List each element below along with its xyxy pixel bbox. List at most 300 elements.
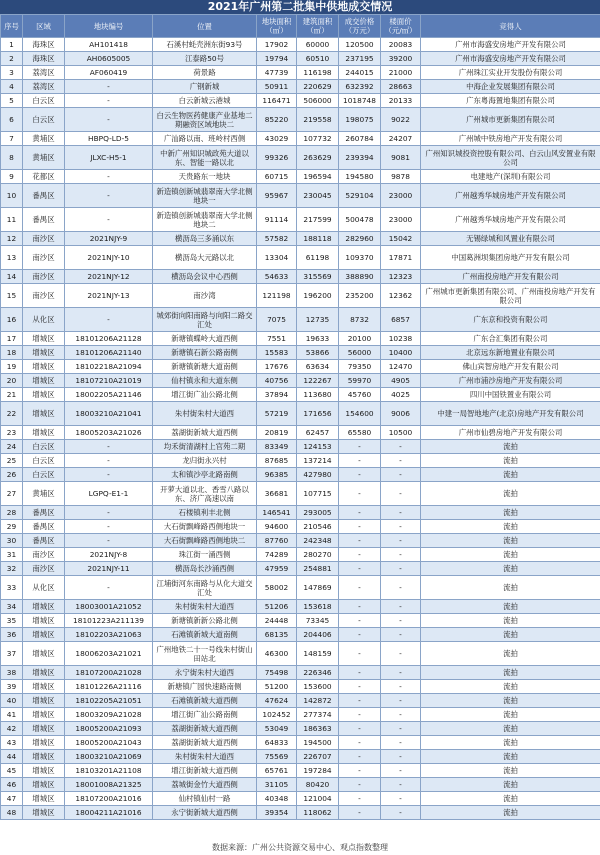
table-row [1, 170, 600, 184]
cell-plot-area: 47739 [257, 66, 297, 80]
table-row [1, 52, 600, 66]
cell-plot-area: 40348 [257, 792, 297, 806]
cell-plot-code: 18006203A21021 [65, 642, 153, 666]
cell-price: 120500 [339, 38, 381, 52]
cell-unit-price: - [381, 520, 421, 534]
cell-floor-area: 107715 [297, 482, 339, 506]
cell-plot-code: - [65, 520, 153, 534]
cell-floor-area: 60000 [297, 38, 339, 52]
cell-plot-code: - [65, 506, 153, 520]
cell-unit-price: 9022 [381, 108, 421, 132]
cell-index: 18 [1, 346, 23, 360]
cell-index: 8 [1, 146, 23, 170]
cell-plot-area: 75498 [257, 666, 297, 680]
cell-winner: 广州市仙碧房地产开发有限公司 [421, 426, 600, 440]
cell-district: 增城区 [23, 694, 65, 708]
cell-winner: 流拍 [421, 440, 600, 454]
cell-plot-code: - [65, 576, 153, 600]
cell-district: 白云区 [23, 94, 65, 108]
table-row [1, 666, 600, 680]
cell-unit-price: 17871 [381, 246, 421, 270]
cell-index: 26 [1, 468, 23, 482]
cell-floor-area: 242348 [297, 534, 339, 548]
table-row [1, 708, 600, 722]
cell-winner: 流拍 [421, 468, 600, 482]
table-row [1, 66, 600, 80]
cell-plot-area: 91114 [257, 208, 297, 232]
table-row [1, 722, 600, 736]
cell-district: 南沙区 [23, 232, 65, 246]
cell-plot-area: 57219 [257, 402, 297, 426]
cell-floor-area: 124153 [297, 440, 339, 454]
cell-floor-area: 153600 [297, 680, 339, 694]
cell-district: 南沙区 [23, 246, 65, 270]
cell-winner: 流拍 [421, 680, 600, 694]
cell-winner: 广州市海盛安房地产开发有限公司 [421, 52, 600, 66]
cell-price: 500478 [339, 208, 381, 232]
cell-location: 永宁街朱村大道西 [153, 666, 257, 680]
cell-winner: 广东京和投资有限公司 [421, 308, 600, 332]
cell-unit-price: - [381, 506, 421, 520]
cell-unit-price: - [381, 440, 421, 454]
cell-price: 45760 [339, 388, 381, 402]
cell-unit-price: 9006 [381, 402, 421, 426]
cell-price: 529104 [339, 184, 381, 208]
cell-location: 天贵路东一地块 [153, 170, 257, 184]
cell-plot-code: 18107210A21019 [65, 374, 153, 388]
cell-plot-code: - [65, 454, 153, 468]
cell-index: 35 [1, 614, 23, 628]
cell-location: 永宁街新城大道西侧 [153, 806, 257, 820]
cell-district: 花都区 [23, 170, 65, 184]
cell-location: 新塘镇蝶岭大道西侧 [153, 332, 257, 346]
cell-winner: 流拍 [421, 694, 600, 708]
col-header-unit-price: 楼面价（元/㎡） [381, 15, 421, 38]
cell-index: 28 [1, 506, 23, 520]
cell-plot-code: - [65, 468, 153, 482]
cell-location: 大石街飘峰路西侧地块一 [153, 520, 257, 534]
cell-unit-price: 4905 [381, 374, 421, 388]
cell-unit-price: 23000 [381, 184, 421, 208]
table-row [1, 506, 600, 520]
cell-price: - [339, 534, 381, 548]
cell-price: 282960 [339, 232, 381, 246]
cell-unit-price: 6857 [381, 308, 421, 332]
cell-location: 新塘镇广园快速路南侧 [153, 680, 257, 694]
cell-plot-area: 17902 [257, 38, 297, 52]
cell-price: - [339, 806, 381, 820]
cell-plot-code: 18101206A21140 [65, 346, 153, 360]
table-row [1, 792, 600, 806]
cell-plot-area: 95967 [257, 184, 297, 208]
cell-location: 增江街广汕公路南侧 [153, 708, 257, 722]
cell-floor-area: 142872 [297, 694, 339, 708]
cell-district: 番禺区 [23, 534, 65, 548]
cell-plot-code: AH0605005 [65, 52, 153, 66]
cell-floor-area: 210546 [297, 520, 339, 534]
cell-plot-code: - [65, 80, 153, 94]
cell-plot-code: 18003209A21028 [65, 708, 153, 722]
cell-unit-price: - [381, 468, 421, 482]
table-row [1, 426, 600, 440]
cell-winner: 流拍 [421, 548, 600, 562]
cell-index: 16 [1, 308, 23, 332]
cell-floor-area: 194500 [297, 736, 339, 750]
cell-district: 白云区 [23, 440, 65, 454]
cell-plot-area: 57582 [257, 232, 297, 246]
cell-price: - [339, 600, 381, 614]
cell-plot-code: 18004211A21016 [65, 806, 153, 820]
cell-winner: 流拍 [421, 600, 600, 614]
cell-location: 广州地铁二十一号线朱村街山田站北 [153, 642, 257, 666]
cell-district: 南沙区 [23, 284, 65, 308]
cell-plot-code: 18107200A21016 [65, 792, 153, 806]
cell-price: 194580 [339, 170, 381, 184]
table-row [1, 184, 600, 208]
cell-index: 33 [1, 576, 23, 600]
cell-location: 新塘镇新塘大道南侧 [153, 360, 257, 374]
cell-floor-area: 226346 [297, 666, 339, 680]
cell-unit-price: - [381, 792, 421, 806]
cell-index: 21 [1, 388, 23, 402]
cell-district: 增城区 [23, 722, 65, 736]
cell-plot-area: 65761 [257, 764, 297, 778]
cell-index: 34 [1, 600, 23, 614]
cell-plot-area: 121198 [257, 284, 297, 308]
cell-winner: 无锡绿城和风置业有限公司 [421, 232, 600, 246]
table-row [1, 94, 600, 108]
cell-winner: 广州越秀华城房地产开发有限公司 [421, 208, 600, 232]
cell-plot-area: 53049 [257, 722, 297, 736]
cell-unit-price: - [381, 736, 421, 750]
cell-district: 增城区 [23, 426, 65, 440]
cell-price: - [339, 778, 381, 792]
col-header-district: 区域 [23, 15, 65, 38]
cell-plot-code: 18005203A21026 [65, 426, 153, 440]
cell-floor-area: 137214 [297, 454, 339, 468]
cell-winner: 流拍 [421, 506, 600, 520]
cell-price: - [339, 482, 381, 506]
table-row [1, 388, 600, 402]
cell-index: 1 [1, 38, 23, 52]
cell-price: - [339, 680, 381, 694]
cell-location: 龙归街永兴村 [153, 454, 257, 468]
cell-floor-area: 12735 [297, 308, 339, 332]
cell-unit-price: - [381, 806, 421, 820]
cell-price: - [339, 548, 381, 562]
cell-winner: 流拍 [421, 454, 600, 468]
cell-location: 荔湖街新城大道西侧 [153, 736, 257, 750]
cell-location: 横沥岛三多涌以东 [153, 232, 257, 246]
cell-plot-area: 7551 [257, 332, 297, 346]
cell-floor-area: 62457 [297, 426, 339, 440]
cell-plot-code: - [65, 208, 153, 232]
cell-plot-code: 18101223A211139 [65, 614, 153, 628]
cell-floor-area: 217599 [297, 208, 339, 232]
cell-winner: 流拍 [421, 792, 600, 806]
table-row [1, 146, 600, 170]
cell-district: 增城区 [23, 332, 65, 346]
cell-plot-area: 37894 [257, 388, 297, 402]
cell-location: 南沙湾 [153, 284, 257, 308]
table-row [1, 778, 600, 792]
cell-floor-area: 263629 [297, 146, 339, 170]
cell-index: 14 [1, 270, 23, 284]
cell-index: 41 [1, 708, 23, 722]
cell-location: 中新广州知识城政苑大道以东、智能一路以北 [153, 146, 257, 170]
cell-price: - [339, 506, 381, 520]
cell-winner: 中海企业发展集团有限公司 [421, 80, 600, 94]
cell-index: 20 [1, 374, 23, 388]
col-header-price: 成交价格（万元） [339, 15, 381, 38]
cell-plot-code: - [65, 108, 153, 132]
cell-district: 增城区 [23, 374, 65, 388]
cell-unit-price: - [381, 534, 421, 548]
cell-district: 白云区 [23, 468, 65, 482]
cell-unit-price: 23000 [381, 208, 421, 232]
cell-unit-price: - [381, 454, 421, 468]
cell-winner: 佛山宾智房地产开发有限公司 [421, 360, 600, 374]
cell-location: 江泰路50号 [153, 52, 257, 66]
cell-unit-price: - [381, 708, 421, 722]
cell-index: 24 [1, 440, 23, 454]
cell-floor-area: 80420 [297, 778, 339, 792]
cell-floor-area: 277374 [297, 708, 339, 722]
cell-location: 仙村镇仙村一路 [153, 792, 257, 806]
cell-floor-area: 219558 [297, 108, 339, 132]
cell-district: 番禺区 [23, 208, 65, 232]
cell-price: 1018748 [339, 94, 381, 108]
cell-floor-area: 53866 [297, 346, 339, 360]
cell-district: 黄埔区 [23, 146, 65, 170]
cell-plot-code: 2021NJY-9 [65, 232, 153, 246]
cell-plot-area: 51200 [257, 680, 297, 694]
cell-floor-area: 73345 [297, 614, 339, 628]
cell-district: 南沙区 [23, 548, 65, 562]
cell-index: 9 [1, 170, 23, 184]
cell-winner: 流拍 [421, 666, 600, 680]
table-row [1, 680, 600, 694]
cell-price: - [339, 576, 381, 600]
cell-floor-area: 230045 [297, 184, 339, 208]
cell-plot-code: 2021NJY-8 [65, 548, 153, 562]
cell-winner: 流拍 [421, 778, 600, 792]
cell-floor-area: 60510 [297, 52, 339, 66]
cell-winner: 广州南投房地产开发有限公司 [421, 270, 600, 284]
cell-index: 13 [1, 246, 23, 270]
cell-plot-code: AF060419 [65, 66, 153, 80]
cell-winner: 流拍 [421, 642, 600, 666]
cell-winner: 电建地产(深圳)有限公司 [421, 170, 600, 184]
page-title: 2021年广州第二批集中供地成交情况 [0, 0, 600, 14]
cell-price: - [339, 750, 381, 764]
cell-index: 39 [1, 680, 23, 694]
cell-location: 新塘镇石新公路南侧 [153, 346, 257, 360]
cell-index: 48 [1, 806, 23, 820]
table-row [1, 360, 600, 374]
cell-floor-area: 315569 [297, 270, 339, 284]
cell-plot-area: 43029 [257, 132, 297, 146]
cell-index: 46 [1, 778, 23, 792]
table-row [1, 38, 600, 52]
cell-winner: 流拍 [421, 750, 600, 764]
cell-plot-area: 68135 [257, 628, 297, 642]
cell-price: 8732 [339, 308, 381, 332]
cell-location: 荷景路 [153, 66, 257, 80]
cell-index: 10 [1, 184, 23, 208]
cell-district: 增城区 [23, 360, 65, 374]
cell-district: 增城区 [23, 346, 65, 360]
table-row [1, 482, 600, 506]
cell-winner: 流拍 [421, 806, 600, 820]
table-row [1, 232, 600, 246]
cell-unit-price: 10238 [381, 332, 421, 346]
cell-winner: 广州市海盛安房地产开发有限公司 [421, 38, 600, 52]
table-row [1, 628, 600, 642]
cell-price: - [339, 614, 381, 628]
cell-unit-price: - [381, 614, 421, 628]
cell-district: 增城区 [23, 642, 65, 666]
cell-winner: 广州珠江实业开发股份有限公司 [421, 66, 600, 80]
cell-price: - [339, 628, 381, 642]
cell-plot-area: 87685 [257, 454, 297, 468]
cell-unit-price: - [381, 764, 421, 778]
table-row [1, 468, 600, 482]
cell-plot-code: 18107200A21028 [65, 666, 153, 680]
cell-plot-area: 64833 [257, 736, 297, 750]
cell-district: 增城区 [23, 708, 65, 722]
cell-price: - [339, 468, 381, 482]
cell-price: - [339, 440, 381, 454]
table-row [1, 576, 600, 600]
cell-district: 增城区 [23, 614, 65, 628]
cell-plot-code: 18101206A21128 [65, 332, 153, 346]
col-header-index: 序号 [1, 15, 23, 38]
cell-price: 109370 [339, 246, 381, 270]
cell-plot-code: - [65, 534, 153, 548]
cell-location: 增江街广汕公路北侧 [153, 388, 257, 402]
cell-plot-area: 51206 [257, 600, 297, 614]
table-row [1, 764, 600, 778]
col-header-floor-area: 建筑面积（㎡） [297, 15, 339, 38]
cell-index: 3 [1, 66, 23, 80]
table-row [1, 562, 600, 576]
cell-district: 增城区 [23, 666, 65, 680]
cell-price: 239394 [339, 146, 381, 170]
cell-district: 白云区 [23, 454, 65, 468]
cell-district: 增城区 [23, 736, 65, 750]
cell-location: 城郊街向阳南路与向阳二路交汇处 [153, 308, 257, 332]
cell-price: - [339, 694, 381, 708]
cell-plot-area: 24448 [257, 614, 297, 628]
cell-winner: 广州市浦沙房地产开发有限公司 [421, 374, 600, 388]
cell-price: 244015 [339, 66, 381, 80]
cell-price: - [339, 520, 381, 534]
cell-location: 石滩镇新城大道南侧 [153, 628, 257, 642]
table-row [1, 80, 600, 94]
cell-floor-area: 204406 [297, 628, 339, 642]
cell-district: 番禺区 [23, 506, 65, 520]
cell-floor-area: 171656 [297, 402, 339, 426]
cell-index: 19 [1, 360, 23, 374]
cell-index: 17 [1, 332, 23, 346]
cell-unit-price: - [381, 562, 421, 576]
cell-price: - [339, 722, 381, 736]
cell-index: 11 [1, 208, 23, 232]
cell-unit-price: - [381, 680, 421, 694]
cell-price: - [339, 666, 381, 680]
table-row [1, 270, 600, 284]
cell-district: 增城区 [23, 628, 65, 642]
cell-price: 198075 [339, 108, 381, 132]
cell-plot-code: AH101418 [65, 38, 153, 52]
cell-unit-price: - [381, 666, 421, 680]
cell-plot-area: 19794 [257, 52, 297, 66]
cell-winner: 流拍 [421, 736, 600, 750]
cell-plot-area: 13304 [257, 246, 297, 270]
cell-index: 31 [1, 548, 23, 562]
cell-index: 12 [1, 232, 23, 246]
cell-plot-area: 47959 [257, 562, 297, 576]
cell-location: 横沥岛长沙涌西侧 [153, 562, 257, 576]
cell-winner: 流拍 [421, 614, 600, 628]
table-row [1, 132, 600, 146]
cell-district: 南沙区 [23, 270, 65, 284]
cell-floor-area: 153618 [297, 600, 339, 614]
cell-location: 广钢新城 [153, 80, 257, 94]
cell-floor-area: 188118 [297, 232, 339, 246]
table-row [1, 694, 600, 708]
cell-plot-code: 18001008A21325 [65, 778, 153, 792]
cell-plot-area: 7075 [257, 308, 297, 332]
cell-plot-code: 2021NJY-10 [65, 246, 153, 270]
cell-index: 4 [1, 80, 23, 94]
cell-location: 朱村街朱村大道西 [153, 750, 257, 764]
cell-district: 黄埔区 [23, 482, 65, 506]
cell-plot-code: 18005200A21093 [65, 722, 153, 736]
cell-floor-area: 63634 [297, 360, 339, 374]
cell-unit-price: 9878 [381, 170, 421, 184]
cell-location: 荔城街金竹大道西侧 [153, 778, 257, 792]
cell-plot-area: 75569 [257, 750, 297, 764]
cell-plot-area: 17676 [257, 360, 297, 374]
cell-district: 黄埔区 [23, 132, 65, 146]
cell-unit-price: 4025 [381, 388, 421, 402]
cell-plot-code: 18003210A21041 [65, 402, 153, 426]
cell-district: 增城区 [23, 764, 65, 778]
cell-district: 增城区 [23, 402, 65, 426]
cell-unit-price: - [381, 600, 421, 614]
cell-location: 横沥岛会议中心西侧 [153, 270, 257, 284]
cell-index: 38 [1, 666, 23, 680]
cell-plot-area: 50911 [257, 80, 297, 94]
cell-index: 30 [1, 534, 23, 548]
cell-floor-area: 197284 [297, 764, 339, 778]
cell-winner: 中建一局智地地产(北京)房地产开发有限公司 [421, 402, 600, 426]
cell-district: 增城区 [23, 792, 65, 806]
cell-winner: 广州城市更新集团有限公司、广州南投房地产开发有限公司 [421, 284, 600, 308]
cell-price: - [339, 736, 381, 750]
cell-winner: 广州城中铁房地产开发有限公司 [421, 132, 600, 146]
cell-unit-price: 12323 [381, 270, 421, 284]
cell-floor-area: 148159 [297, 642, 339, 666]
cell-unit-price: 10400 [381, 346, 421, 360]
cell-winner: 中国葛洲坝集团房地产开发有限公司 [421, 246, 600, 270]
cell-unit-price: - [381, 722, 421, 736]
table-row [1, 454, 600, 468]
cell-district: 荔湾区 [23, 66, 65, 80]
cell-winner: 北京远东新地置业有限公司 [421, 346, 600, 360]
